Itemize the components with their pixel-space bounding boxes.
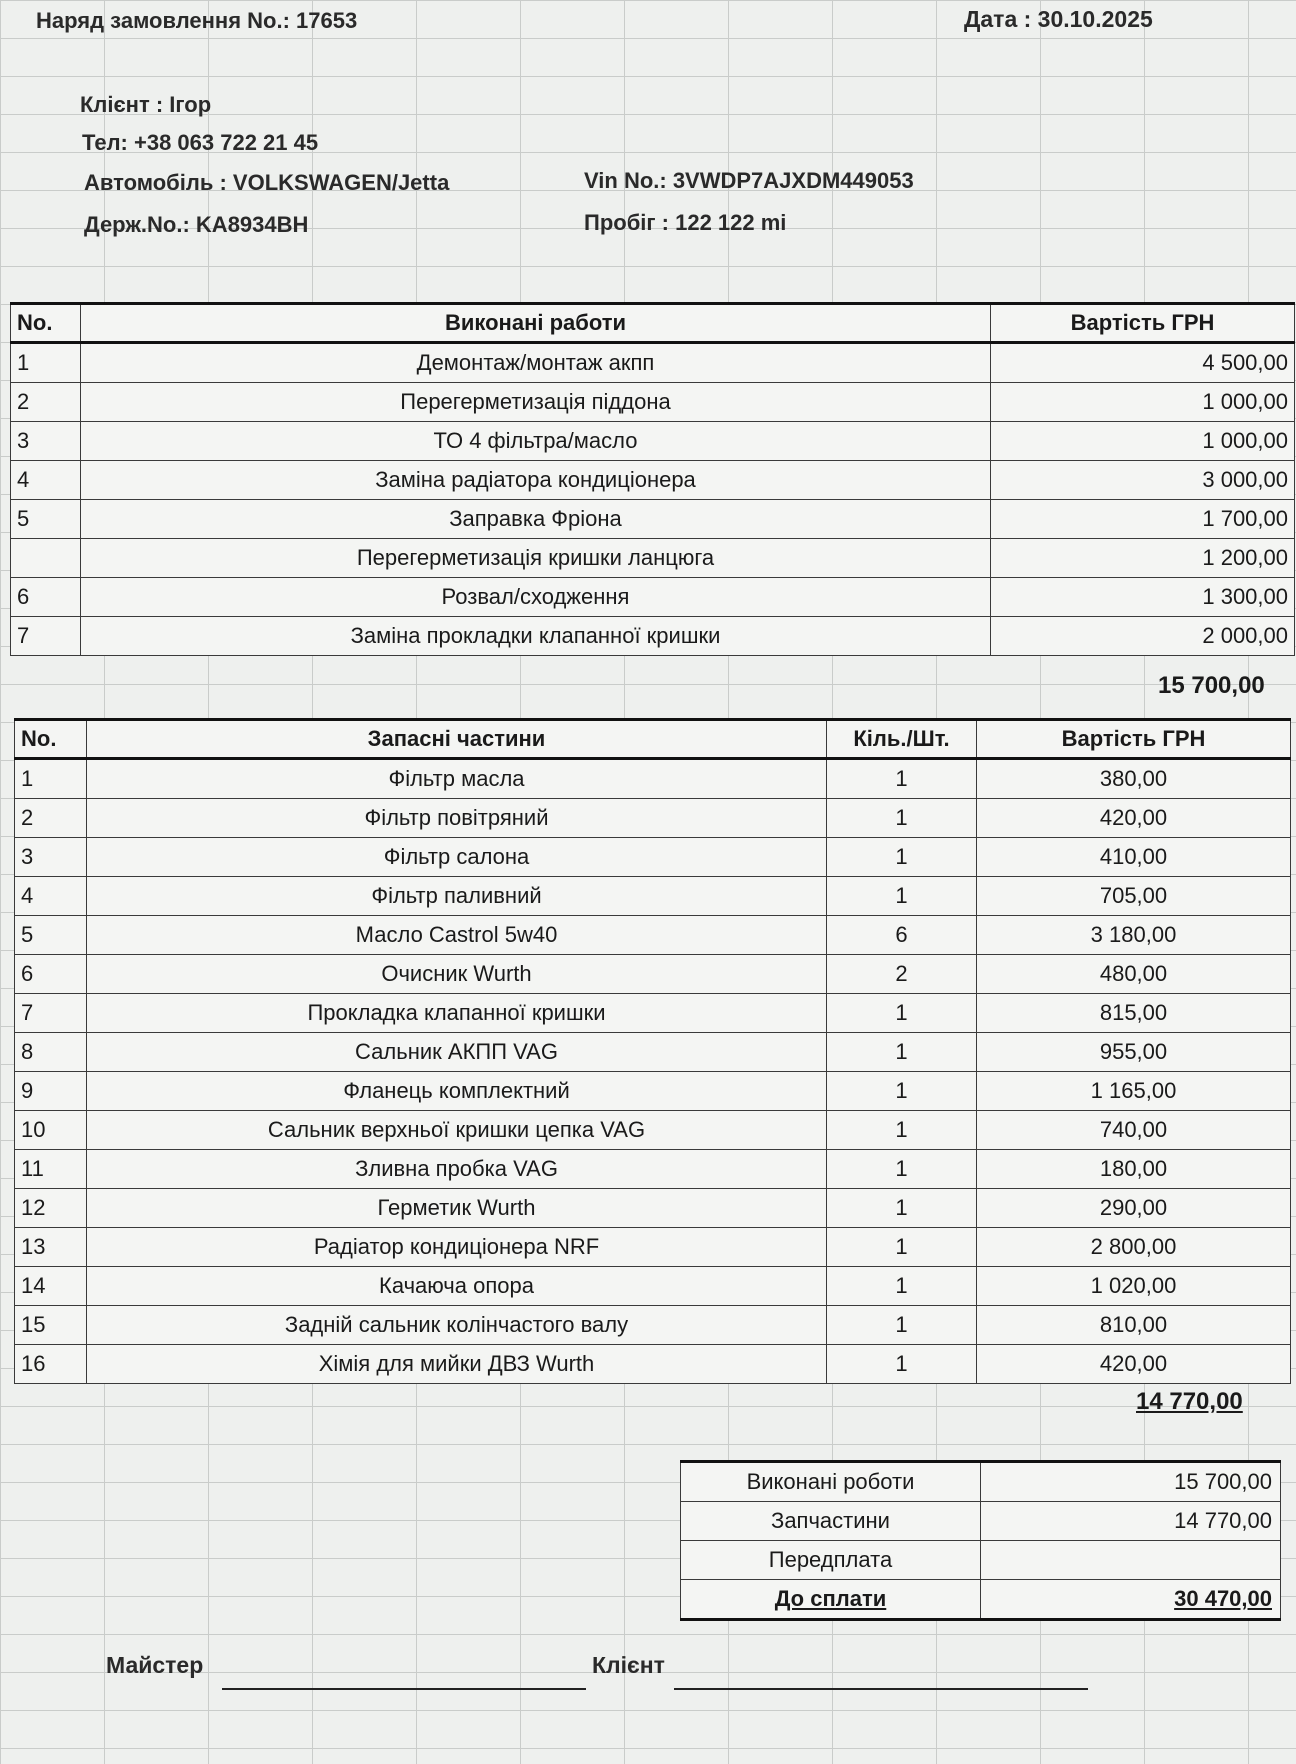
works-col-name: Виконані работи [81, 304, 991, 343]
parts-row [15, 799, 1291, 838]
summary-prepay-row [681, 1541, 1281, 1580]
parts-row-cost: 410,00 [977, 838, 1291, 877]
parts-row-cost: 420,00 [977, 1345, 1291, 1384]
works-row [11, 578, 1295, 617]
works-row-no [11, 539, 81, 578]
parts-row [15, 1306, 1291, 1345]
parts-row [15, 1111, 1291, 1150]
works-row-cost: 1 200,00 [991, 539, 1295, 578]
works-row [11, 343, 1295, 383]
parts-row-qty: 1 [827, 994, 977, 1033]
parts-row-qty: 1 [827, 1111, 977, 1150]
parts-header-row [15, 720, 1291, 759]
works-row [11, 422, 1295, 461]
signature-client-label: Клієнт [592, 1652, 665, 1678]
parts-row-name: Сальник АКПП VAG [87, 1033, 827, 1072]
summary-works-value: 15 700,00 [981, 1462, 1281, 1502]
parts-row-cost: 2 800,00 [977, 1228, 1291, 1267]
works-row-cost: 2 000,00 [991, 617, 1295, 656]
parts-col-name: Запасні частини [87, 720, 827, 759]
works-table [10, 302, 1295, 656]
parts-col-cost: Вартість ГРН [977, 720, 1291, 759]
parts-row-qty: 1 [827, 799, 977, 838]
parts-row [15, 1345, 1291, 1384]
parts-row-name: Фільтр салона [87, 838, 827, 877]
parts-row-no: 7 [15, 994, 87, 1033]
order-number: Наряд замовлення No.: 17653 [36, 8, 358, 33]
parts-row [15, 1189, 1291, 1228]
summary-parts-row [681, 1502, 1281, 1541]
parts-row-name: Сальник верхньої кришки цепка VAG [87, 1111, 827, 1150]
summary-table [680, 1460, 1281, 1621]
parts-row-name: Очисник Wurth [87, 955, 827, 994]
parts-row-name: Фільтр паливний [87, 877, 827, 916]
parts-col-no: No. [15, 720, 87, 759]
works-row-no: 4 [11, 461, 81, 500]
parts-row-cost: 290,00 [977, 1189, 1291, 1228]
parts-row-no: 12 [15, 1189, 87, 1228]
parts-row-cost: 180,00 [977, 1150, 1291, 1189]
works-total: 15 700,00 [1158, 672, 1265, 699]
parts-row-name: Фільтр масла [87, 759, 827, 799]
parts-row-qty: 1 [827, 1306, 977, 1345]
summary-parts-value: 14 770,00 [981, 1502, 1281, 1541]
works-row [11, 500, 1295, 539]
parts-row-no: 4 [15, 877, 87, 916]
works-row-no: 7 [11, 617, 81, 656]
works-row-name: Заміна радіатора кондиціонера [81, 461, 991, 500]
car-plate: Держ.No.: KA8934BH [84, 212, 309, 237]
parts-row-cost: 1 020,00 [977, 1267, 1291, 1306]
summary-due-row [681, 1580, 1281, 1620]
works-row-cost: 1 000,00 [991, 422, 1295, 461]
parts-row [15, 877, 1291, 916]
parts-row-name: Хімія для мийки ДВЗ Wurth [87, 1345, 827, 1384]
parts-row-qty: 1 [827, 1345, 977, 1384]
signature-master-label: Майстер [106, 1652, 204, 1678]
parts-row [15, 955, 1291, 994]
parts-row [15, 1228, 1291, 1267]
works-row-cost: 1 300,00 [991, 578, 1295, 617]
parts-row-name: Прокладка клапанної кришки [87, 994, 827, 1033]
parts-row-name: Масло Castrol 5w40 [87, 916, 827, 955]
parts-row-name: Зливна пробка VAG [87, 1150, 827, 1189]
parts-row [15, 759, 1291, 799]
parts-row-qty: 1 [827, 1189, 977, 1228]
works-row-name: Перегерметизація піддона [81, 383, 991, 422]
parts-row-cost: 480,00 [977, 955, 1291, 994]
parts-row-qty: 1 [827, 1267, 977, 1306]
works-row-name: Розвал/сходження [81, 578, 991, 617]
parts-row-name: Фільтр повітряний [87, 799, 827, 838]
works-row-no: 5 [11, 500, 81, 539]
parts-row-no: 5 [15, 916, 87, 955]
summary-prepay-label: Передплата [681, 1541, 981, 1580]
parts-row-no: 8 [15, 1033, 87, 1072]
works-row-cost: 1 000,00 [991, 383, 1295, 422]
parts-row-qty: 1 [827, 1150, 977, 1189]
parts-row [15, 994, 1291, 1033]
parts-row-cost: 380,00 [977, 759, 1291, 799]
parts-row-cost: 810,00 [977, 1306, 1291, 1345]
order-date: Дата : 30.10.2025 [964, 6, 1153, 32]
works-row [11, 617, 1295, 656]
car-model: Автомобіль : VOLKSWAGEN/Jetta [84, 170, 450, 195]
works-header-row [11, 304, 1295, 343]
signature-client-line [674, 1688, 1088, 1690]
parts-row-qty: 1 [827, 1033, 977, 1072]
summary-due-value: 30 470,00 [981, 1580, 1281, 1620]
parts-row-name: Качаюча опора [87, 1267, 827, 1306]
works-row-name: ТО 4 фільтра/масло [81, 422, 991, 461]
client-name: Клієнт : Ігор [80, 92, 212, 117]
parts-row [15, 1267, 1291, 1306]
works-row-name: Демонтаж/монтаж акпп [81, 343, 991, 383]
parts-row-no: 2 [15, 799, 87, 838]
parts-row-cost: 3 180,00 [977, 916, 1291, 955]
parts-row-qty: 2 [827, 955, 977, 994]
parts-row-name: Герметик Wurth [87, 1189, 827, 1228]
works-col-cost: Вартість ГРН [991, 304, 1295, 343]
parts-row-no: 14 [15, 1267, 87, 1306]
car-vin: Vin No.: 3VWDP7AJXDM449053 [584, 168, 914, 193]
parts-row [15, 1072, 1291, 1111]
works-row-name: Заміна прокладки клапанної кришки [81, 617, 991, 656]
works-row [11, 539, 1295, 578]
works-row-no: 2 [11, 383, 81, 422]
parts-row-cost: 955,00 [977, 1033, 1291, 1072]
parts-row-no: 1 [15, 759, 87, 799]
parts-row-no: 13 [15, 1228, 87, 1267]
parts-row [15, 916, 1291, 955]
works-row-cost: 3 000,00 [991, 461, 1295, 500]
parts-row [15, 838, 1291, 877]
parts-row-name: Задній сальник колінчастого валу [87, 1306, 827, 1345]
car-mileage: Пробіг : 122 122 mi [584, 210, 787, 235]
parts-row-no: 15 [15, 1306, 87, 1345]
parts-row-qty: 1 [827, 1228, 977, 1267]
parts-row-no: 9 [15, 1072, 87, 1111]
works-row-cost: 1 700,00 [991, 500, 1295, 539]
works-row-no: 3 [11, 422, 81, 461]
summary-parts-label: Запчастини [681, 1502, 981, 1541]
parts-row [15, 1150, 1291, 1189]
parts-row-no: 16 [15, 1345, 87, 1384]
parts-row-no: 3 [15, 838, 87, 877]
parts-row-cost: 705,00 [977, 877, 1291, 916]
works-row [11, 461, 1295, 500]
summary-due-label: До сплати [681, 1580, 981, 1620]
parts-row-no: 6 [15, 955, 87, 994]
parts-col-qty: Кіль./Шт. [827, 720, 977, 759]
client-phone: Тел: +38 063 722 21 45 [82, 130, 319, 155]
works-row-name: Перегерметизація кришки ланцюга [81, 539, 991, 578]
parts-row-qty: 1 [827, 759, 977, 799]
parts-row-cost: 420,00 [977, 799, 1291, 838]
parts-row-name: Радіатор кондиціонера NRF [87, 1228, 827, 1267]
works-row-name: Заправка Фріона [81, 500, 991, 539]
works-col-no: No. [11, 304, 81, 343]
signature-master-line [222, 1688, 586, 1690]
parts-row-no: 10 [15, 1111, 87, 1150]
parts-row-qty: 1 [827, 1072, 977, 1111]
parts-row-no: 11 [15, 1150, 87, 1189]
parts-row-cost: 740,00 [977, 1111, 1291, 1150]
parts-row-name: Фланець комплектний [87, 1072, 827, 1111]
works-row [11, 383, 1295, 422]
parts-table [14, 718, 1291, 1384]
parts-row [15, 1033, 1291, 1072]
parts-row-cost: 815,00 [977, 994, 1291, 1033]
parts-row-qty: 6 [827, 916, 977, 955]
works-row-no: 1 [11, 343, 81, 383]
summary-works-label: Виконані роботи [681, 1462, 981, 1502]
parts-row-qty: 1 [827, 877, 977, 916]
works-row-no: 6 [11, 578, 81, 617]
parts-total: 14 770,00 [1136, 1388, 1243, 1415]
works-row-cost: 4 500,00 [991, 343, 1295, 383]
summary-works-row [681, 1462, 1281, 1502]
parts-row-cost: 1 165,00 [977, 1072, 1291, 1111]
parts-row-qty: 1 [827, 838, 977, 877]
summary-prepay-value [981, 1541, 1281, 1580]
